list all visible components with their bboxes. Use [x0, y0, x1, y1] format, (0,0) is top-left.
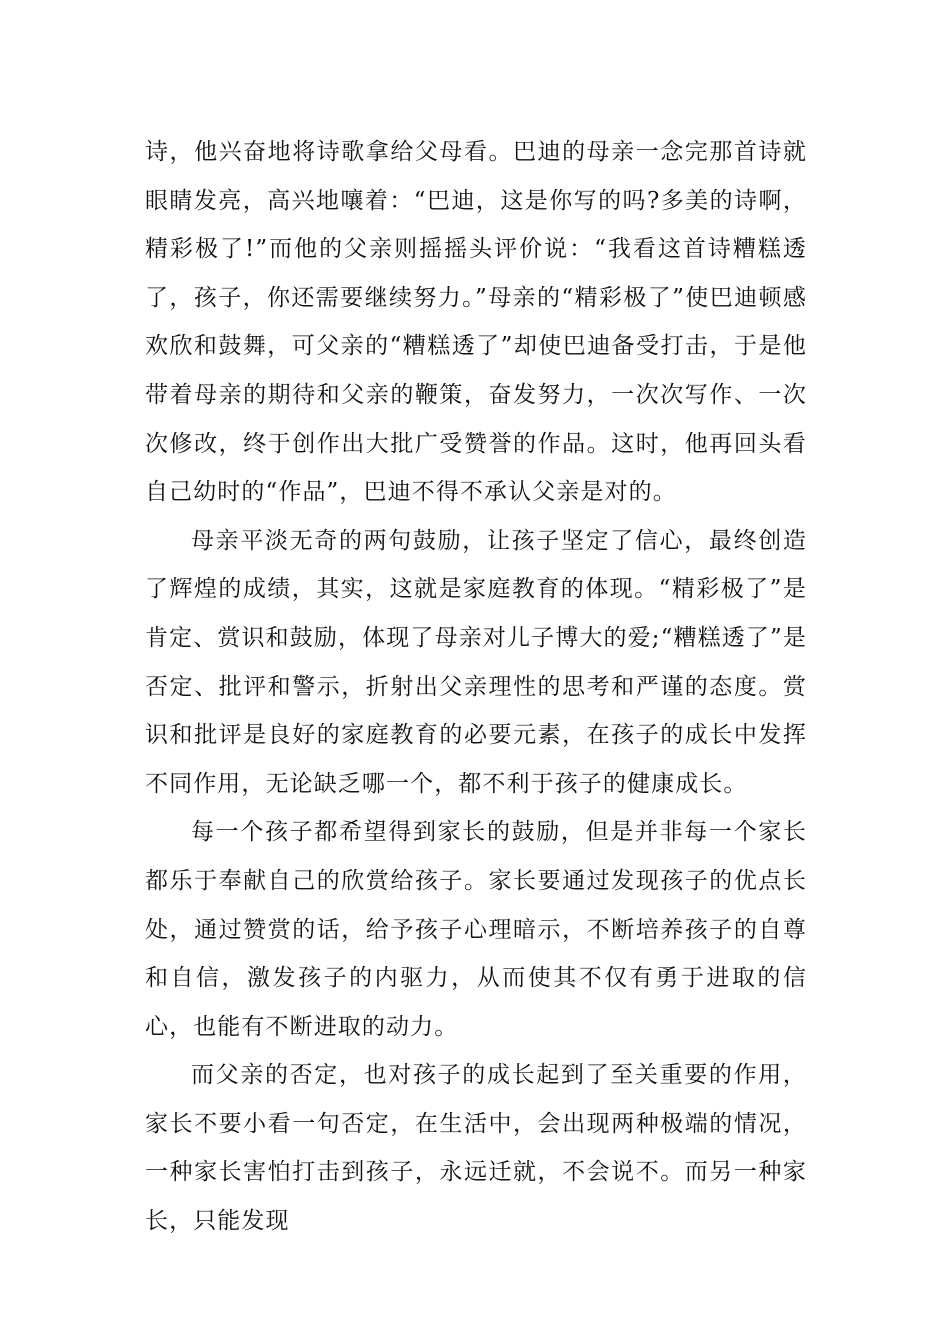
paragraph-4: 而父亲的否定，也对孩子的成长起到了至关重要的作用，家长不要小看一句否定，在生活中，会出现两种极端的情况，一种家长害怕打击到孩子，永远迁就，不会说不。而另一种家长，只能发现	[145, 1062, 807, 1235]
document-body	[145, 128, 807, 1246]
paragraph-2: 母亲平淡无奇的两句鼓励，让孩子坚定了信心，最终创造了辉煌的成绩，其实，这就是家庭教育的体现。“精彩极了”是肯定、赏识和鼓励，体现了母亲对儿子博大的爱;“糟糕透了”是否定、批评和警示，折射出父亲理性的思考和严谨的态度。赏识和批评是良好的家庭教育的必要元素，在孩子的成长中发挥不同作用，无论缺乏哪一个，都不利于孩子的健康成长。	[145, 527, 807, 797]
paragraph-1: 诗，他兴奋地将诗歌拿给父母看。巴迪的母亲一念完那首诗就眼睛发亮，高兴地嚷着：“巴迪，这是你写的吗?多美的诗啊，精彩极了!”而他的父亲则摇摇头评价说：“我看这首诗糟糕透了，孩子，你还需要继续努力。”母亲的“精彩极了”使巴迪顿感欢欣和鼓舞，可父亲的“糟糕透了”却使巴迪备受打击，于是他带着母亲的期待和父亲的鞭策，奋发努力，一次次写作、一次次修改，终于创作出大批广受赞誉的作品。这时，他再回头看自己幼时的“作品”，巴迪不得不承认父亲是对的。	[145, 139, 807, 506]
paragraph-3: 每一个孩子都希望得到家长的鼓励，但是并非每一个家长都乐于奉献自己的欣赏给孩子。家长要通过发现孩子的优点长处，通过赞赏的话，给予孩子心理暗示，不断培养孩子的自尊和自信，激发孩子的内驱力，从而使其不仅有勇于进取的信心，也能有不断进取的动力。	[145, 819, 807, 1040]
